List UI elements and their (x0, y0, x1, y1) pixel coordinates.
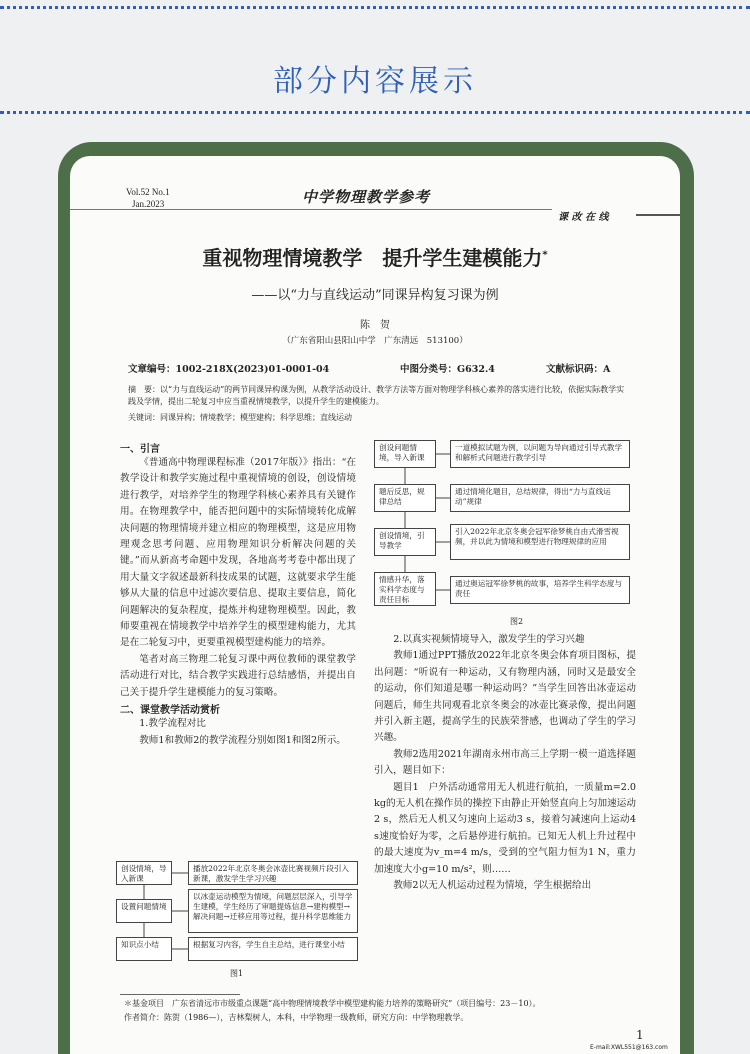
keywords: 关键词：同课异构；情境教学；模型建构；科学思维；直线运动 (128, 413, 352, 422)
figure-1-caption: 图1 (230, 969, 244, 978)
figure-1 (116, 861, 366, 961)
class-number: 中图分类号：G632.4 (400, 364, 495, 375)
fig2-step-3: 创设情境，引导教学 (374, 528, 436, 556)
article-number: 文章编号：1002-218X(2023)01-0001-04 (128, 364, 330, 375)
section-heading-intro: 一、引言 (120, 444, 160, 455)
article-subtitle: ——以“力与直线运动”同课异构复习课为例 (251, 288, 499, 303)
fig2-step-4: 情感升华，落实科学态度与责任目标 (374, 572, 436, 606)
section-heading-activities: 二、课堂教学活动赏析 (120, 705, 220, 717)
section-label: 课 改 在 线 (558, 212, 609, 223)
journal-volume: Vol.52 No.1 (126, 187, 170, 197)
fig1-detail-2: 以冰壶运动模型为情境，问题层层深入，引导学生建模，学生经历了审题提炼信息→建构模型→解决问题→迁移应用等过程，提升科学思维能力 (188, 889, 358, 933)
title-footnote-mark: * (542, 249, 548, 261)
paragraph-continue: 教师2以无人机运动过程为情境，学生根据给出 (393, 880, 592, 892)
affiliation: （广东省阳山县阳山中学 广东清远 513100） (282, 336, 468, 346)
paragraph-method: 笔者对高三物理二轮复习课中两位教师的课堂教学活动进行对比，结合教学实践进行总结感悟，并提出自己关于提升学生建模能力的复习策略。 (120, 653, 356, 698)
section-rule (636, 214, 680, 216)
author: 陈 贺 (360, 320, 390, 331)
fig1-arrows (116, 861, 366, 961)
journal-date: Jan.2023 (132, 199, 165, 209)
fig1-detail-1: 播放2022年北京冬奥会冰壶比赛视频片段引入新课，激发学生学习兴趣 (188, 861, 358, 885)
fig1-step-3: 知识点小结 (116, 937, 172, 961)
subheading-flow: 1.教学流程对比 (139, 718, 206, 730)
contact-email: E-mail:XWL551@163.com (590, 1044, 668, 1051)
subheading-video: 2.以真实视频情境导入，激发学生的学习兴趣 (393, 634, 585, 645)
paragraph-teacher2: 教师2选用2021年湖南永州市高三上学期一模一道选择题引入，题目如下： (374, 748, 636, 777)
banner-title: 部分内容展示 (273, 64, 477, 99)
figure-2 (374, 440, 636, 610)
journal-name: 中学物理教学参考 (302, 188, 431, 206)
footnote-author: 作者简介：陈贺（1986—），吉林梨树人，本科，中学物理一级教师，研究方向：中学物理教学。 (124, 1013, 469, 1022)
paragraph-flow: 教师1和教师2的教学流程分别如图1和图2所示。 (139, 734, 346, 746)
article-page (70, 156, 680, 1054)
page-number: 1 (636, 1028, 644, 1042)
figure-2-caption: 图2 (510, 617, 524, 626)
paragraph-intro: 《普通高中物理课程标准（2017年版）》指出：“在教学设计和教学实施过程中重视情境的创设，创设情境进行教学，对培养学生的物理学科核心素养具有关键作用。在物理教学中，能否把问题中的实际情境转化成解决问题的物理情境并建立相应的物理模型，这是应用物理观念思考问题、应用物理知识分析解决问题的关键。”而从新高考命题中发现，各地高考考卷中都出现了用大量文字叙述最新科技成果的试题，这就要求学生能够从大量的信息中过滤次要信息、提取主要信息，简化问题解决的复杂程度，提炼并构建物理模型。因此，教师要重视在情境教学中培养学生的模型建构能力，尤其是在二轮复习中，更要重视模型建构能力的培养。 (120, 457, 356, 649)
footnote-rule (120, 994, 240, 995)
article-title: 重视物理情境教学 提升学生建模能力 (202, 246, 543, 270)
fig2-detail-4: 通过奥运冠军徐梦桃的故事，培养学生科学态度与责任 (450, 576, 630, 604)
paragraph-teacher1: 教师1通过PPT播放2022年北京冬奥会体育项目图标，提出问题：“听说有一种运动，又有物理内涵，同时又是最安全的运动，你们知道是哪一种运动吗？”当学生回答出冰壶运动问题后，师生共同观看北京冬奥会的冰壶比赛录像，提出问题并引入新主题，提高学生的民族荣誉感，也调动了学生的学习兴趣。 (374, 650, 636, 744)
fig2-detail-2: 通过情境化题目，总结规律，得出“力与直线运动”规律 (450, 484, 630, 512)
fig2-detail-1: 一道模拟试题为例，以问题为导向通过引导式教学和解析式问题进行教学引导 (450, 440, 630, 468)
fig1-detail-3: 根据复习内容，学生自主总结，进行课堂小结 (188, 937, 358, 961)
document-code: 文献标识码：A (546, 364, 611, 375)
fig1-step-1: 创设情境，导入新课 (116, 861, 172, 885)
fig1-step-2: 设置问题情境 (116, 899, 172, 923)
footnote-fund: ＊基金项目 广东省清远市市级重点课题“高中物理情境教学中模型建构能力培养的策略研究”（项目编号：23－10）。 (124, 999, 541, 1008)
paragraph-problem1: 题目1 户外活动通常用无人机进行航拍，一质量m=2.0 kg的无人机在操作员的操控下由静止开始竖直向上匀加速运动2 s，然后无人机又匀速向上运动3 s，接着匀减速向上运动4 s速度恰好为零，之后悬停进行航拍。已知无人机上升过程中的最大速度为v_m=4 m/s，受到的空气阻力恒为1 N，重力加速度大小g=10 m/s²，则…… (374, 781, 636, 875)
top-dotted-divider (0, 6, 750, 9)
bottom-dotted-divider (0, 111, 750, 114)
abstract: 摘 要：以“力与直线运动”的两节同课异构课为例，从教学活动设计、教学方法等方面对物理学科核心素养的落实进行比较，依据实际教学实践及学情，提出二轮复习中应当重视情境教学，以提升学生的建模能力。 (128, 385, 625, 406)
fig2-arrows (374, 440, 636, 610)
fig2-detail-3: 引入2022年北京冬奥会冠军徐梦桃自由式滑雪视频，并以此为情境和模型进行物理规律的应用 (450, 524, 630, 560)
fig2-step-1: 创设问题情境，导入新课 (374, 440, 436, 468)
fig2-step-2: 题后反思，规律总结 (374, 484, 436, 512)
